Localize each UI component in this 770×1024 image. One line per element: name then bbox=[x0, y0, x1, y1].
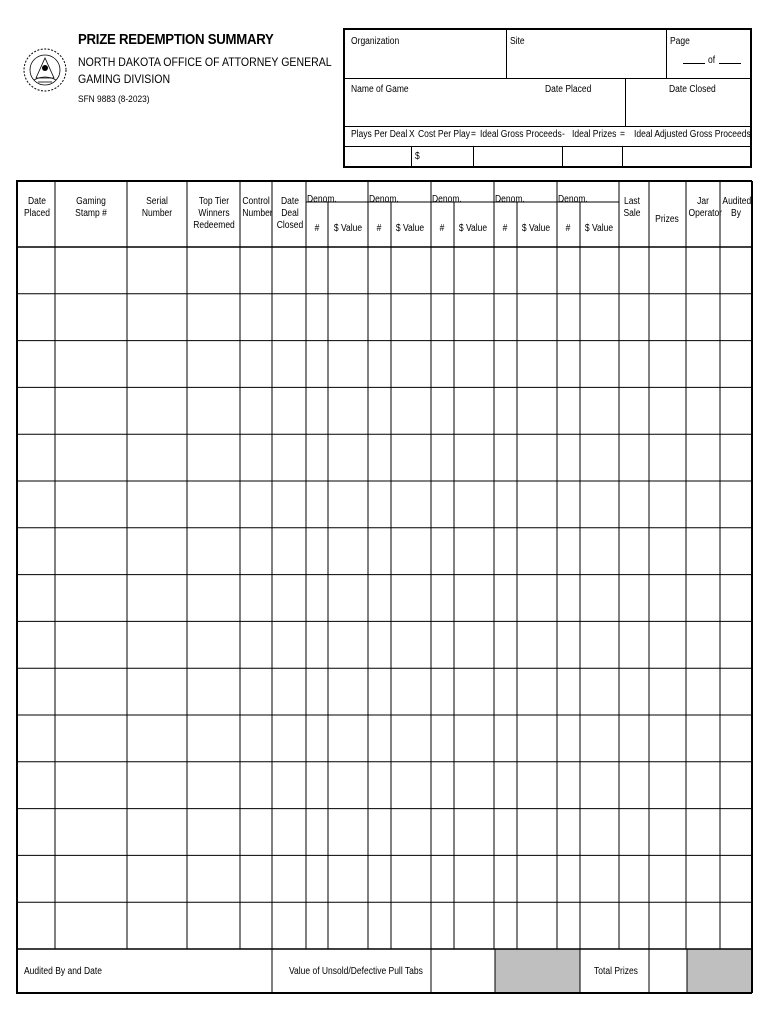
denom-header-3: Denom. bbox=[432, 194, 462, 205]
equals-sign-2: = bbox=[620, 129, 625, 140]
page-of-label: of bbox=[708, 55, 716, 66]
col-date-deal-closed-header bbox=[276, 196, 305, 232]
header-line: Gaming bbox=[76, 196, 106, 207]
ideal-adjusted-gross-field[interactable] bbox=[624, 148, 748, 166]
total-prizes-label: Total Prizes bbox=[594, 966, 638, 977]
ideal-adjusted-gross-label: Ideal Adjusted Gross Proceeds bbox=[634, 129, 751, 140]
plays-per-deal-field[interactable] bbox=[347, 148, 409, 166]
table-grid-lines bbox=[16, 180, 753, 995]
date-closed-label: Date Closed bbox=[669, 84, 716, 95]
agency-name: NORTH DAKOTA OFFICE OF ATTORNEY GENERAL bbox=[78, 55, 332, 69]
denom-value-header-2: $ Value bbox=[395, 223, 425, 234]
cost-per-play-field[interactable] bbox=[423, 148, 471, 166]
header-line: Control bbox=[242, 196, 270, 207]
denom-value-header-4: $ Value bbox=[521, 223, 551, 234]
header-line: Audited bbox=[722, 196, 752, 207]
denom-header-4: Denom. bbox=[495, 194, 525, 205]
date-placed-label: Date Placed bbox=[545, 84, 592, 95]
header-line: Redeemed bbox=[193, 220, 235, 231]
header-line: Date bbox=[28, 196, 46, 207]
organization-field[interactable] bbox=[351, 50, 503, 74]
minus-sign: - bbox=[562, 129, 565, 140]
denom-count-header-3: # bbox=[439, 223, 445, 234]
cost-per-play-label: Cost Per Play bbox=[418, 129, 470, 140]
date-placed-field[interactable] bbox=[545, 98, 621, 122]
header-line: Winners bbox=[198, 208, 230, 219]
page-total-field[interactable] bbox=[719, 63, 741, 64]
ideal-prizes-field[interactable] bbox=[564, 148, 620, 166]
redemption-table bbox=[16, 180, 753, 995]
denom-count-header-1: # bbox=[314, 223, 320, 234]
shaded-cell bbox=[495, 949, 580, 993]
col-prizes-header: Prizes bbox=[655, 214, 679, 225]
ideal-gross-proceeds-label: Ideal Gross Proceeds bbox=[480, 129, 562, 140]
ideal-prizes-label: Ideal Prizes bbox=[572, 129, 617, 140]
header-line: Serial bbox=[146, 196, 168, 207]
form-number: SFN 9883 (8-2023) bbox=[78, 94, 150, 105]
plays-per-deal-label: Plays Per Deal bbox=[351, 129, 408, 140]
col-audited-by-header bbox=[722, 196, 752, 220]
col-control-number-header bbox=[242, 196, 273, 220]
header-line: Closed bbox=[276, 220, 304, 231]
dollar-sign: $ bbox=[415, 151, 420, 162]
col-jar-operator-header bbox=[688, 196, 723, 220]
header-line: Last bbox=[623, 196, 641, 207]
page-number-field[interactable] bbox=[683, 63, 705, 64]
name-of-game-label: Name of Game bbox=[351, 84, 409, 95]
header-line: Date bbox=[281, 196, 299, 207]
page-label: Page bbox=[670, 36, 690, 47]
info-box bbox=[343, 28, 752, 168]
header-line: Number bbox=[141, 208, 173, 219]
denom-count-header-4: # bbox=[502, 223, 508, 234]
name-of-game-field[interactable] bbox=[351, 98, 541, 122]
denom-header-5: Denom. bbox=[558, 194, 588, 205]
header-line: By bbox=[731, 208, 741, 219]
denom-value-header-1: $ Value bbox=[333, 223, 363, 234]
col-date-placed-header bbox=[22, 196, 53, 220]
denom-count-header-2: # bbox=[376, 223, 382, 234]
unsold-value-label: Value of Unsold/Defective Pull Tabs bbox=[289, 966, 423, 977]
header-line: Jar bbox=[697, 196, 709, 207]
form-title: PRIZE REDEMPTION SUMMARY bbox=[78, 31, 274, 48]
site-label: Site bbox=[510, 36, 525, 47]
ideal-gross-proceeds-field[interactable] bbox=[475, 148, 560, 166]
header-line: Sale bbox=[623, 208, 641, 219]
header-line: Operator bbox=[688, 208, 723, 219]
site-field[interactable] bbox=[510, 50, 662, 74]
header-line: Stamp # bbox=[75, 208, 107, 219]
audited-by-date-label: Audited By and Date bbox=[24, 966, 102, 977]
equals-sign-1: = bbox=[471, 129, 476, 140]
col-last-sale-header bbox=[621, 196, 643, 220]
denom-count-header-5: # bbox=[565, 223, 571, 234]
organization-label: Organization bbox=[351, 36, 400, 47]
state-seal-icon bbox=[20, 30, 70, 110]
col-top-tier-header bbox=[192, 196, 236, 232]
denom-header-1: Denom. bbox=[307, 194, 337, 205]
col-gaming-stamp-header bbox=[61, 196, 121, 220]
header-line: Placed bbox=[23, 208, 50, 219]
denom-value-header-3: $ Value bbox=[458, 223, 488, 234]
header-line: Deal bbox=[281, 208, 299, 219]
col-serial-number-header bbox=[132, 196, 181, 220]
date-closed-field[interactable] bbox=[629, 98, 747, 122]
shaded-cell bbox=[687, 949, 752, 993]
division-name: GAMING DIVISION bbox=[78, 72, 171, 86]
header-line: Top Tier bbox=[198, 196, 230, 207]
denom-value-header-5: $ Value bbox=[584, 223, 614, 234]
header-line: Number bbox=[242, 208, 273, 219]
times-sign: X bbox=[409, 129, 415, 140]
denom-header-2: Denom. bbox=[369, 194, 399, 205]
